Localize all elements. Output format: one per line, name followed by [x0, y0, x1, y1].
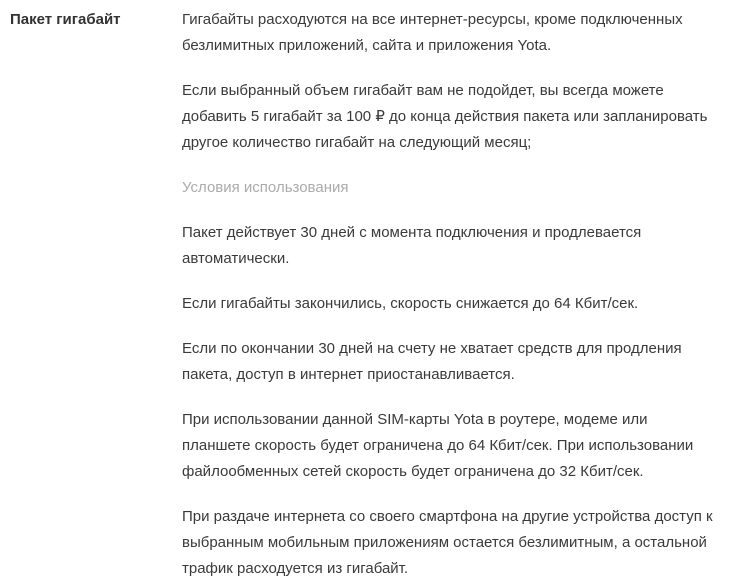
terms-paragraph: При раздаче интернета со своего смартфона на другие устройства доступ к выбранным мобильным приложениям остается безлимитным, а остальной трафик расходуется из гигабайт. — [182, 508, 713, 577]
description-column — [182, 7, 717, 582]
description-paragraph: Гигабайты расходуются на все интернет-ресурсы, кроме подключенных безлимитных приложений, сайта и приложения Yota. — [182, 11, 683, 54]
section-title: Пакет гигабайт — [10, 11, 121, 28]
terms-subheading: Условия использования — [182, 179, 349, 196]
terms-paragraph: При использовании данной SIM-карты Yota в роутере, модеме или планшете скорость будет ограничена до 64 Кбит/сек. При использовании файлообменных сетей скорость будет ограничена до 32 Кбит/сек. — [182, 411, 694, 480]
terms-paragraph: Пакет действует 30 дней с момента подключения и продлевается автоматически. — [182, 224, 642, 267]
description-paragraph: Если выбранный объем гигабайт вам не подойдет, вы всегда можете добавить 5 гигабайт за 100 ₽ до конца действия пакета или запланировать другое количество гигабайт на следующий месяц; — [182, 82, 708, 151]
terms-paragraph: Если гигабайты закончились, скорость снижается до 64 Кбит/сек. — [182, 295, 639, 312]
terms-paragraph: Если по окончании 30 дней на счету не хватает средств для продления пакета, доступ в интернет приостанавливается. — [182, 340, 682, 383]
term-column — [10, 7, 182, 33]
